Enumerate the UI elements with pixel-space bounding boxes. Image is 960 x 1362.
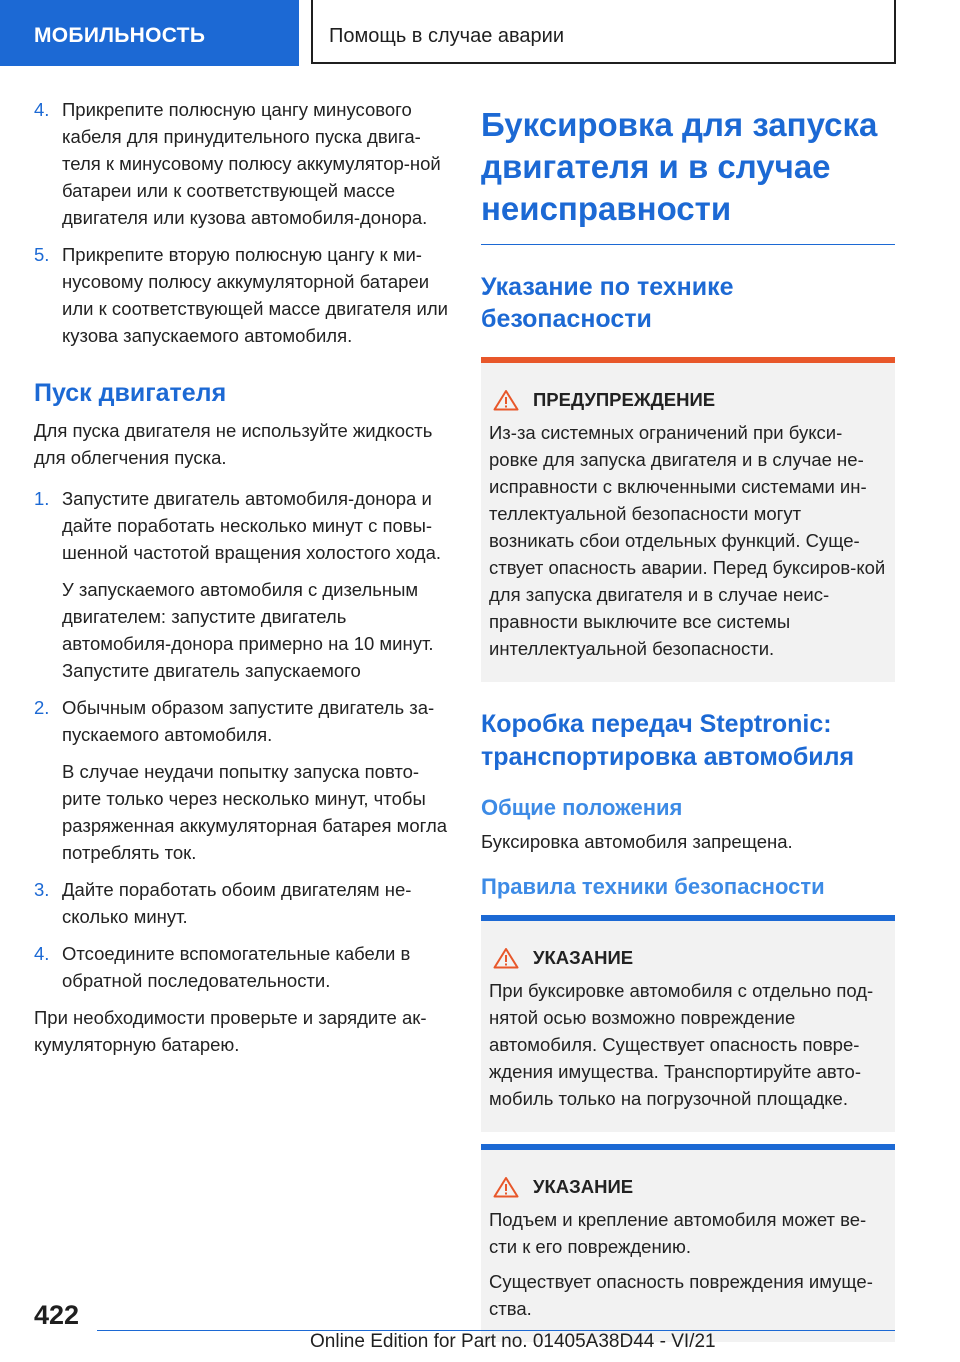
heading-rule: [481, 244, 895, 245]
main-heading: Буксировка для запуска двигателя и в случае неисправности: [481, 106, 878, 227]
general-heading: Общие положения: [481, 795, 683, 820]
list-text: Запустите двигатель автомобиля-донора и дайте поработать несколько минут с повы-шенной частотой вращения холостого хода.: [62, 488, 442, 563]
chapter-title: Помощь в случае аварии: [311, 0, 896, 64]
note-label: УКАЗАНИЕ: [533, 947, 634, 968]
footer-edition: Online Edition for Part no. 01405A38D44 - VI/21: [310, 1331, 716, 1352]
list-number: 4.: [34, 943, 50, 964]
list-item: [34, 241, 450, 349]
page-number: 422: [34, 1300, 80, 1330]
general-text: Буксировка автомобиля запрещена.: [481, 831, 793, 852]
note-text: Подъем и крепление автомобиля может ве-сти к его повреждению.: [489, 1209, 867, 1257]
list-text: Прикрепите полюсную цангу минусового кабеля для принудительного пуска двига-теля к минусовому полюсу аккумулятор-ной батареи или к соответствующей массе двигателя или кузова автомобиля-донора.: [62, 99, 441, 228]
rules-heading: Правила техники безопасности: [481, 874, 825, 899]
list-number: 3.: [34, 879, 50, 900]
warning-label: ПРЕДУПРЕЖДЕНИЕ: [533, 389, 716, 410]
list-item: [34, 694, 450, 866]
warning-triangle-icon: [493, 1176, 519, 1198]
note-label: УКАЗАНИЕ: [533, 1176, 634, 1197]
list-number: 5.: [34, 244, 50, 265]
list-number: 2.: [34, 697, 50, 718]
right-column: [481, 104, 895, 1354]
list-item: [34, 940, 450, 994]
warning-text: Из-за системных ограничений при букси-ровке для запуска двигателя и в случае не-исправности с включенными системами ин-теллектуальной безопасности могут возникать сбои отдельных функций. Суще-ствует опасность аварии. Перед буксиров-кой для запуска двигателя и в случае неис-правности выключите все системы интеллектуальной безопасности.: [489, 422, 886, 659]
list-text: Отсоедините вспомогательные кабели в обратной последовательности.: [62, 943, 411, 991]
warning-triangle-icon: [493, 947, 519, 969]
warning-triangle-icon: [493, 389, 519, 411]
note-header: [489, 947, 887, 969]
closing-text: При необходимости проверьте и зарядите ак-кумуляторную батарею.: [34, 1007, 427, 1055]
start-intro: Для пуска двигателя не используйте жидкость для облегчения пуска.: [34, 420, 433, 468]
warning-box: [481, 357, 895, 682]
warning-header: [489, 389, 887, 411]
list-number: 1.: [34, 488, 50, 509]
list-number: 4.: [34, 99, 50, 120]
steps-list-top: [34, 96, 450, 349]
list-text: Обычным образом запустите двигатель за-пускаемого автомобиля.: [62, 697, 435, 745]
section-tab: МОБИЛЬНОСТЬ: [0, 0, 299, 66]
page-header: [0, 0, 960, 66]
list-item: [34, 485, 450, 684]
note-text: При буксировке автомобиля с отдельно под-нятой осью возможно повреждение автомобиля. Существует опасность повре-ждения имущества. Транспортируйте авто-мобиль только на погрузочной площадке.: [489, 980, 874, 1109]
list-item: [34, 96, 450, 231]
note-box: [481, 915, 895, 1132]
list-text: Дайте поработать обоим двигателям не-сколько минут.: [62, 879, 412, 927]
list-item: [34, 876, 450, 930]
safety-heading: Указание по технике безопасности: [481, 273, 734, 333]
start-heading: Пуск двигателя: [34, 379, 227, 407]
note-box: [481, 1144, 895, 1342]
list-text: Прикрепите вторую полюсную цангу к ми-нусовому полюсу аккумуляторной батареи или к соответствующей массе двигателя или кузова запускаемого автомобиля.: [62, 244, 449, 346]
note-header: [489, 1176, 887, 1198]
gearbox-heading: Коробка передач Steptronic: транспортировка автомобиля: [481, 710, 855, 771]
list-text: В случае неудачи попытку запуска повто-рите только через несколько минут, чтобы разряженная аккумуляторная батарея могла потреблять ток.: [62, 761, 448, 863]
steps-list-start: [34, 485, 450, 994]
left-column: [34, 96, 450, 1072]
list-text: У запускаемого автомобиля с дизельным двигателем: запустите двигатель автомобиля-донора примерно на 10 минут. Запустите двигатель запускаемого: [62, 579, 434, 681]
note-text: Существует опасность повреждения имуще-ства.: [489, 1271, 873, 1319]
